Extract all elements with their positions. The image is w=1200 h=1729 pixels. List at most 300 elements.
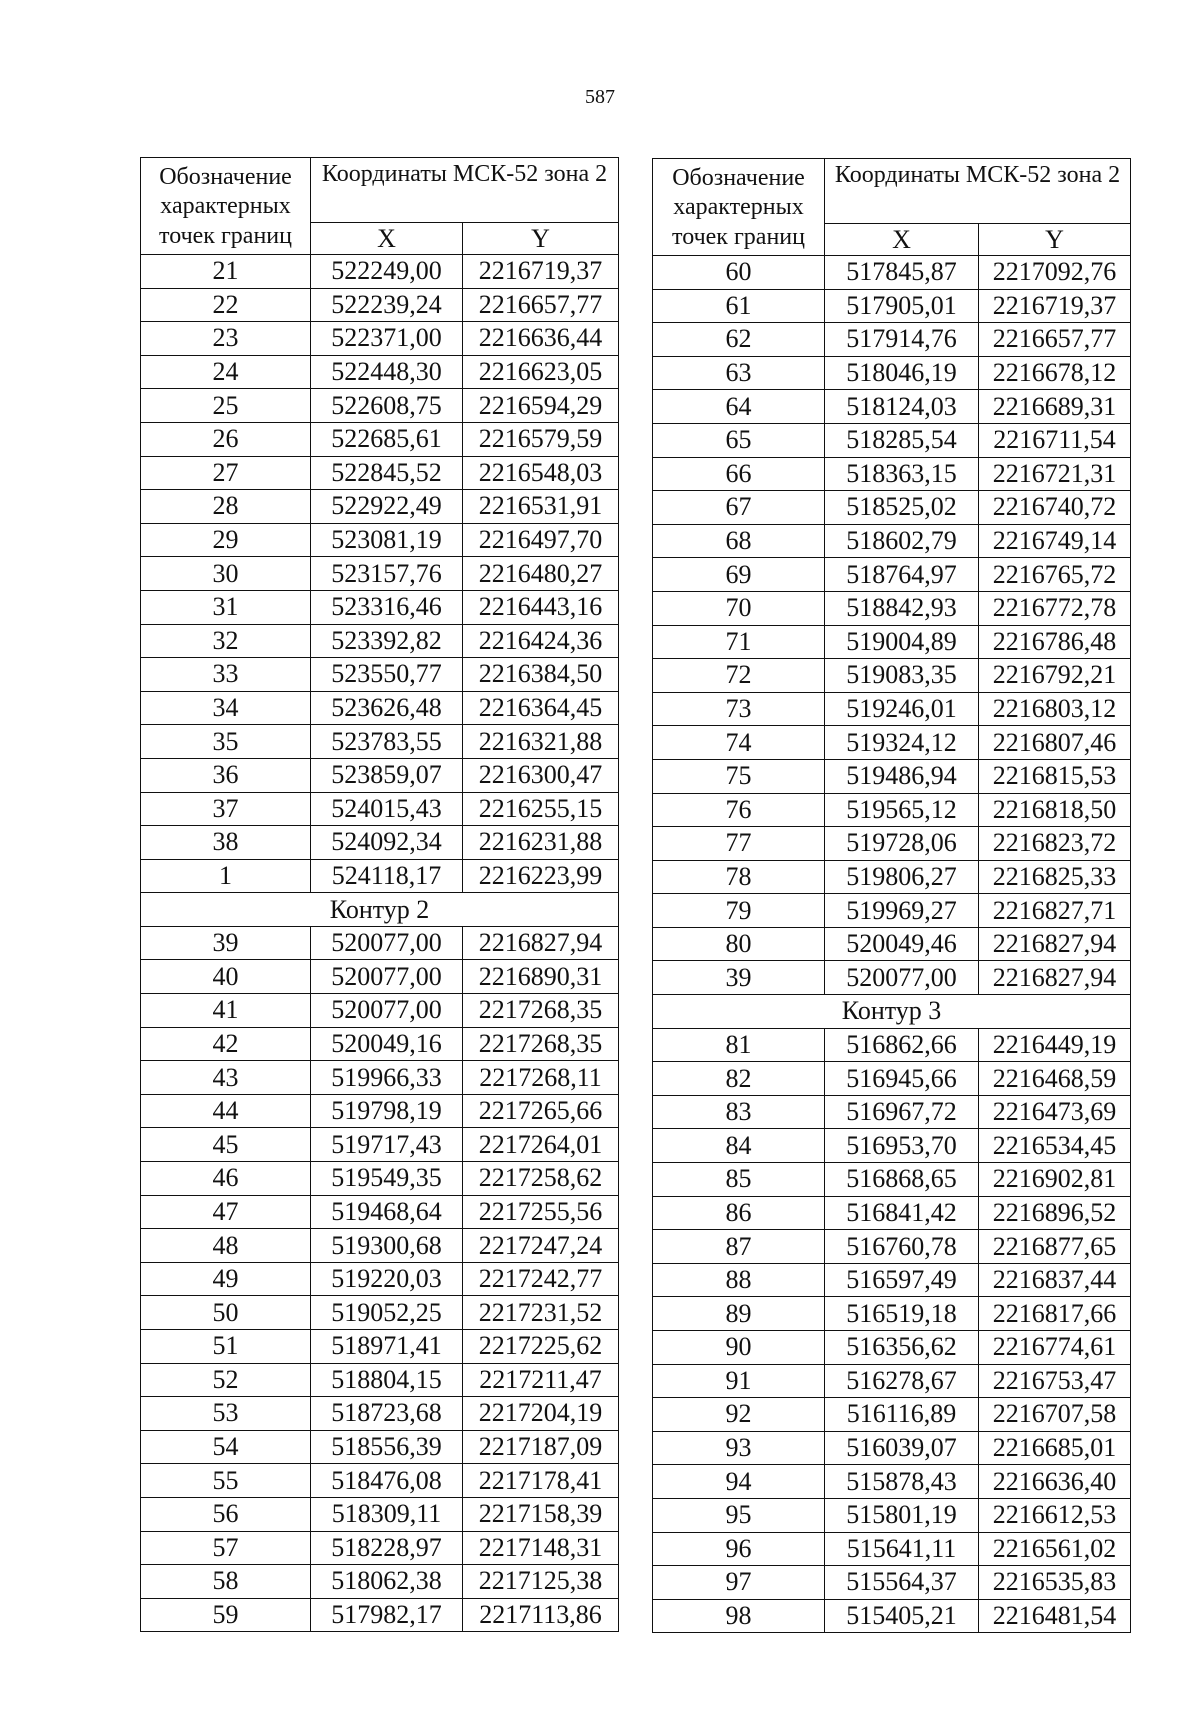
x-cell: 517914,76 <box>825 323 979 357</box>
table-row <box>653 1062 1131 1096</box>
table-row <box>141 523 619 557</box>
x-cell: 519220,03 <box>311 1262 463 1296</box>
x-cell: 515801,19 <box>825 1498 979 1532</box>
x-cell: 516862,66 <box>825 1028 979 1062</box>
point-cell: 81 <box>653 1028 825 1062</box>
x-cell: 520077,00 <box>311 994 463 1028</box>
table-row <box>653 726 1131 760</box>
section-row <box>653 995 1131 1029</box>
point-cell: 58 <box>141 1565 311 1599</box>
y-cell: 2216623,05 <box>463 355 619 389</box>
table-row <box>141 1363 619 1397</box>
x-cell: 516945,66 <box>825 1062 979 1096</box>
point-cell: 68 <box>653 524 825 558</box>
y-cell: 2216657,77 <box>463 288 619 322</box>
table-row <box>141 1262 619 1296</box>
x-cell: 515878,43 <box>825 1465 979 1499</box>
y-cell: 2216424,36 <box>463 624 619 658</box>
point-cell: 53 <box>141 1397 311 1431</box>
point-cell: 27 <box>141 456 311 490</box>
table-row <box>141 960 619 994</box>
point-cell: 31 <box>141 590 311 624</box>
x-cell: 519300,68 <box>311 1229 463 1263</box>
y-cell: 2217211,47 <box>463 1363 619 1397</box>
x-cell: 516967,72 <box>825 1095 979 1129</box>
table-row <box>141 1598 619 1632</box>
table-row <box>141 725 619 759</box>
x-cell: 523081,19 <box>311 523 463 557</box>
point-cell: 40 <box>141 960 311 994</box>
table-row <box>141 859 619 893</box>
x-cell: 516760,78 <box>825 1230 979 1264</box>
point-cell: 41 <box>141 994 311 1028</box>
table-row <box>653 491 1131 525</box>
y-cell: 2216481,54 <box>979 1599 1131 1633</box>
x-cell: 518363,15 <box>825 457 979 491</box>
point-cell: 65 <box>653 423 825 457</box>
y-cell: 2216803,12 <box>979 692 1131 726</box>
y-cell: 2216384,50 <box>463 658 619 692</box>
y-cell: 2216594,29 <box>463 389 619 423</box>
point-cell: 46 <box>141 1162 311 1196</box>
x-cell: 516597,49 <box>825 1263 979 1297</box>
section-label: Контур 3 <box>653 995 1131 1029</box>
x-cell: 523157,76 <box>311 557 463 591</box>
x-cell: 519324,12 <box>825 726 979 760</box>
x-cell: 515564,37 <box>825 1566 979 1600</box>
x-cell: 522371,00 <box>311 322 463 356</box>
x-cell: 518476,08 <box>311 1464 463 1498</box>
coordinates-table-left <box>140 157 619 1632</box>
x-cell: 523550,77 <box>311 658 463 692</box>
point-cell: 98 <box>653 1599 825 1633</box>
x-cell: 518842,93 <box>825 591 979 625</box>
x-cell: 516278,67 <box>825 1364 979 1398</box>
x-cell: 518525,02 <box>825 491 979 525</box>
table-row <box>653 759 1131 793</box>
point-cell: 28 <box>141 490 311 524</box>
y-cell: 2216792,21 <box>979 659 1131 693</box>
x-cell: 519969,27 <box>825 894 979 928</box>
table-row <box>141 792 619 826</box>
y-cell: 2216223,99 <box>463 859 619 893</box>
y-cell: 2216765,72 <box>979 558 1131 592</box>
point-cell: 77 <box>653 827 825 861</box>
table-row <box>141 1027 619 1061</box>
point-cell: 88 <box>653 1263 825 1297</box>
point-cell: 51 <box>141 1330 311 1364</box>
y-cell: 2217225,62 <box>463 1330 619 1364</box>
point-cell: 86 <box>653 1196 825 1230</box>
point-cell: 32 <box>141 624 311 658</box>
x-cell: 518723,68 <box>311 1397 463 1431</box>
x-cell: 518602,79 <box>825 524 979 558</box>
table-row <box>141 758 619 792</box>
x-cell: 523316,46 <box>311 590 463 624</box>
table-row <box>653 1163 1131 1197</box>
x-cell: 518285,54 <box>825 423 979 457</box>
y-cell: 2216825,33 <box>979 860 1131 894</box>
table-row <box>653 558 1131 592</box>
point-cell: 1 <box>141 859 311 893</box>
y-cell: 2216535,83 <box>979 1566 1131 1600</box>
y-cell: 2216719,37 <box>463 255 619 289</box>
y-cell: 2216636,44 <box>463 322 619 356</box>
x-cell: 520077,00 <box>311 960 463 994</box>
point-cell: 24 <box>141 355 311 389</box>
point-cell: 75 <box>653 759 825 793</box>
x-cell: 517982,17 <box>311 1598 463 1632</box>
y-cell: 2217268,11 <box>463 1061 619 1095</box>
y-cell: 2217125,38 <box>463 1565 619 1599</box>
point-cell: 59 <box>141 1598 311 1632</box>
table-row <box>141 456 619 490</box>
table-row <box>141 1464 619 1498</box>
table-row <box>141 1430 619 1464</box>
x-cell: 518062,38 <box>311 1565 463 1599</box>
point-cell: 62 <box>653 323 825 357</box>
point-cell: 43 <box>141 1061 311 1095</box>
point-cell: 29 <box>141 523 311 557</box>
y-cell: 2217268,35 <box>463 1027 619 1061</box>
x-cell: 519798,19 <box>311 1094 463 1128</box>
y-cell: 2216548,03 <box>463 456 619 490</box>
y-cell: 2216774,61 <box>979 1331 1131 1365</box>
table-row <box>141 826 619 860</box>
x-cell: 519083,35 <box>825 659 979 693</box>
table-row <box>653 1028 1131 1062</box>
y-cell: 2217268,35 <box>463 994 619 1028</box>
y-cell: 2216902,81 <box>979 1163 1131 1197</box>
header-point-label: Обозначение характерных точек границ <box>141 158 311 255</box>
table-row <box>653 591 1131 625</box>
point-cell: 50 <box>141 1296 311 1330</box>
x-cell: 519806,27 <box>825 860 979 894</box>
y-cell: 2217113,86 <box>463 1598 619 1632</box>
table-row <box>141 1061 619 1095</box>
x-cell: 522685,61 <box>311 422 463 456</box>
y-cell: 2217092,76 <box>979 256 1131 290</box>
y-cell: 2216364,45 <box>463 691 619 725</box>
y-cell: 2216612,53 <box>979 1498 1131 1532</box>
x-cell: 516953,70 <box>825 1129 979 1163</box>
table-row <box>141 926 619 960</box>
section-row <box>141 893 619 927</box>
table-body-right <box>653 256 1131 1633</box>
y-cell: 2216300,47 <box>463 758 619 792</box>
table-row <box>141 1296 619 1330</box>
y-cell: 2216877,65 <box>979 1230 1131 1264</box>
table-row <box>141 994 619 1028</box>
y-cell: 2216740,72 <box>979 491 1131 525</box>
x-cell: 519565,12 <box>825 793 979 827</box>
y-cell: 2216896,52 <box>979 1196 1131 1230</box>
x-cell: 519728,06 <box>825 827 979 861</box>
table-row <box>141 691 619 725</box>
y-cell: 2216480,27 <box>463 557 619 591</box>
point-cell: 23 <box>141 322 311 356</box>
x-cell: 518124,03 <box>825 390 979 424</box>
table-row <box>653 423 1131 457</box>
point-cell: 69 <box>653 558 825 592</box>
table-row <box>141 1195 619 1229</box>
table-row <box>141 1497 619 1531</box>
x-cell: 518309,11 <box>311 1497 463 1531</box>
y-cell: 2216473,69 <box>979 1095 1131 1129</box>
point-cell: 22 <box>141 288 311 322</box>
point-cell: 26 <box>141 422 311 456</box>
point-cell: 64 <box>653 390 825 424</box>
y-cell: 2216707,58 <box>979 1398 1131 1432</box>
y-cell: 2217247,24 <box>463 1229 619 1263</box>
point-cell: 93 <box>653 1431 825 1465</box>
point-cell: 87 <box>653 1230 825 1264</box>
header-x: X <box>311 223 463 255</box>
point-cell: 21 <box>141 255 311 289</box>
point-cell: 54 <box>141 1430 311 1464</box>
y-cell: 2216749,14 <box>979 524 1131 558</box>
table-row <box>653 289 1131 323</box>
x-cell: 522845,52 <box>311 456 463 490</box>
table-row <box>653 1498 1131 1532</box>
table-row <box>141 590 619 624</box>
point-cell: 83 <box>653 1095 825 1129</box>
x-cell: 519468,64 <box>311 1195 463 1229</box>
y-cell: 2216721,31 <box>979 457 1131 491</box>
point-cell: 82 <box>653 1062 825 1096</box>
y-cell: 2216685,01 <box>979 1431 1131 1465</box>
table-row <box>653 1230 1131 1264</box>
point-cell: 66 <box>653 457 825 491</box>
x-cell: 518228,97 <box>311 1531 463 1565</box>
y-cell: 2217264,01 <box>463 1128 619 1162</box>
y-cell: 2216255,15 <box>463 792 619 826</box>
table-row <box>141 355 619 389</box>
y-cell: 2216534,45 <box>979 1129 1131 1163</box>
page-number: 587 <box>585 86 615 108</box>
point-cell: 37 <box>141 792 311 826</box>
y-cell: 2217178,41 <box>463 1464 619 1498</box>
table-row <box>141 322 619 356</box>
table-row <box>141 1531 619 1565</box>
x-cell: 522608,75 <box>311 389 463 423</box>
table-row <box>653 390 1131 424</box>
y-cell: 2216815,53 <box>979 759 1131 793</box>
y-cell: 2216497,70 <box>463 523 619 557</box>
y-cell: 2217242,77 <box>463 1262 619 1296</box>
x-cell: 519004,89 <box>825 625 979 659</box>
x-cell: 518764,97 <box>825 558 979 592</box>
x-cell: 516116,89 <box>825 1398 979 1432</box>
y-cell: 2216827,94 <box>979 927 1131 961</box>
y-cell: 2217204,19 <box>463 1397 619 1431</box>
table-row <box>653 1532 1131 1566</box>
table-row <box>653 457 1131 491</box>
x-cell: 523392,82 <box>311 624 463 658</box>
point-cell: 80 <box>653 927 825 961</box>
x-cell: 520049,46 <box>825 927 979 961</box>
table-row <box>141 490 619 524</box>
y-cell: 2217231,52 <box>463 1296 619 1330</box>
x-cell: 523626,48 <box>311 691 463 725</box>
section-label: Контур 2 <box>141 893 619 927</box>
point-cell: 60 <box>653 256 825 290</box>
point-cell: 45 <box>141 1128 311 1162</box>
header-coords: Координаты МСК-52 зона 2 <box>825 159 1131 224</box>
point-cell: 90 <box>653 1331 825 1365</box>
x-cell: 524092,34 <box>311 826 463 860</box>
point-cell: 55 <box>141 1464 311 1498</box>
point-cell: 85 <box>653 1163 825 1197</box>
y-cell: 2216636,40 <box>979 1465 1131 1499</box>
table-row <box>653 1297 1131 1331</box>
point-cell: 70 <box>653 591 825 625</box>
table-row <box>141 1397 619 1431</box>
x-cell: 518804,15 <box>311 1363 463 1397</box>
table-row <box>141 288 619 322</box>
table-row <box>653 1398 1131 1432</box>
table-row <box>141 389 619 423</box>
header-coords: Координаты МСК-52 зона 2 <box>311 158 619 223</box>
point-cell: 67 <box>653 491 825 525</box>
point-cell: 95 <box>653 1498 825 1532</box>
point-cell: 96 <box>653 1532 825 1566</box>
point-cell: 49 <box>141 1262 311 1296</box>
table-row <box>653 961 1131 995</box>
y-cell: 2216561,02 <box>979 1532 1131 1566</box>
y-cell: 2217265,66 <box>463 1094 619 1128</box>
point-cell: 39 <box>141 926 311 960</box>
point-cell: 25 <box>141 389 311 423</box>
point-cell: 92 <box>653 1398 825 1432</box>
y-cell: 2216827,71 <box>979 894 1131 928</box>
point-cell: 63 <box>653 356 825 390</box>
table-row <box>653 1263 1131 1297</box>
table-row <box>141 1094 619 1128</box>
table-row <box>141 1128 619 1162</box>
point-cell: 74 <box>653 726 825 760</box>
x-cell: 516356,62 <box>825 1331 979 1365</box>
header-x: X <box>825 224 979 256</box>
x-cell: 520077,00 <box>311 926 463 960</box>
table-row <box>653 827 1131 861</box>
table-row <box>653 659 1131 693</box>
point-cell: 48 <box>141 1229 311 1263</box>
y-cell: 2216531,91 <box>463 490 619 524</box>
point-cell: 52 <box>141 1363 311 1397</box>
y-cell: 2217255,56 <box>463 1195 619 1229</box>
point-cell: 89 <box>653 1297 825 1331</box>
x-cell: 517845,87 <box>825 256 979 290</box>
y-cell: 2216468,59 <box>979 1062 1131 1096</box>
table-row <box>653 692 1131 726</box>
x-cell: 522249,00 <box>311 255 463 289</box>
point-cell: 38 <box>141 826 311 860</box>
x-cell: 516519,18 <box>825 1297 979 1331</box>
x-cell: 517905,01 <box>825 289 979 323</box>
y-cell: 2216449,19 <box>979 1028 1131 1062</box>
y-cell: 2217187,09 <box>463 1430 619 1464</box>
point-cell: 47 <box>141 1195 311 1229</box>
table-row <box>653 1095 1131 1129</box>
y-cell: 2216817,66 <box>979 1297 1131 1331</box>
y-cell: 2216689,31 <box>979 390 1131 424</box>
x-cell: 522448,30 <box>311 355 463 389</box>
x-cell: 524015,43 <box>311 792 463 826</box>
header-point-label: Обозначение характерных точек границ <box>653 159 825 256</box>
table-row <box>141 624 619 658</box>
point-cell: 42 <box>141 1027 311 1061</box>
x-cell: 515405,21 <box>825 1599 979 1633</box>
point-cell: 79 <box>653 894 825 928</box>
table-row <box>653 323 1131 357</box>
point-cell: 39 <box>653 961 825 995</box>
x-cell: 519486,94 <box>825 759 979 793</box>
y-cell: 2216579,59 <box>463 422 619 456</box>
table-row <box>653 625 1131 659</box>
table-row <box>141 1330 619 1364</box>
table-row <box>653 1431 1131 1465</box>
point-cell: 72 <box>653 659 825 693</box>
y-cell: 2216719,37 <box>979 289 1131 323</box>
y-cell: 2216786,48 <box>979 625 1131 659</box>
table-row <box>653 1129 1131 1163</box>
point-cell: 97 <box>653 1566 825 1600</box>
x-cell: 519717,43 <box>311 1128 463 1162</box>
table-row <box>653 1566 1131 1600</box>
y-cell: 2216890,31 <box>463 960 619 994</box>
table-row <box>653 1196 1131 1230</box>
y-cell: 2216807,46 <box>979 726 1131 760</box>
x-cell: 515641,11 <box>825 1532 979 1566</box>
table-row <box>141 1162 619 1196</box>
table-row <box>653 356 1131 390</box>
y-cell: 2216678,12 <box>979 356 1131 390</box>
table-row <box>653 1364 1131 1398</box>
header-y: Y <box>979 224 1131 256</box>
header-y: Y <box>463 223 619 255</box>
x-cell: 520077,00 <box>825 961 979 995</box>
x-cell: 519966,33 <box>311 1061 463 1095</box>
point-cell: 34 <box>141 691 311 725</box>
x-cell: 523783,55 <box>311 725 463 759</box>
x-cell: 519549,35 <box>311 1162 463 1196</box>
point-cell: 36 <box>141 758 311 792</box>
y-cell: 2216818,50 <box>979 793 1131 827</box>
y-cell: 2217258,62 <box>463 1162 619 1196</box>
table-row <box>141 255 619 289</box>
y-cell: 2216753,47 <box>979 1364 1131 1398</box>
table-row <box>141 422 619 456</box>
x-cell: 523859,07 <box>311 758 463 792</box>
y-cell: 2216827,94 <box>463 926 619 960</box>
point-cell: 35 <box>141 725 311 759</box>
table-row <box>653 793 1131 827</box>
point-cell: 33 <box>141 658 311 692</box>
y-cell: 2216711,54 <box>979 423 1131 457</box>
table-row <box>653 524 1131 558</box>
coordinates-table-right <box>652 158 1131 1633</box>
x-cell: 516039,07 <box>825 1431 979 1465</box>
y-cell: 2217158,39 <box>463 1497 619 1531</box>
table-row <box>653 1465 1131 1499</box>
x-cell: 518046,19 <box>825 356 979 390</box>
point-cell: 30 <box>141 557 311 591</box>
x-cell: 519052,25 <box>311 1296 463 1330</box>
y-cell: 2216772,78 <box>979 591 1131 625</box>
x-cell: 524118,17 <box>311 859 463 893</box>
point-cell: 91 <box>653 1364 825 1398</box>
